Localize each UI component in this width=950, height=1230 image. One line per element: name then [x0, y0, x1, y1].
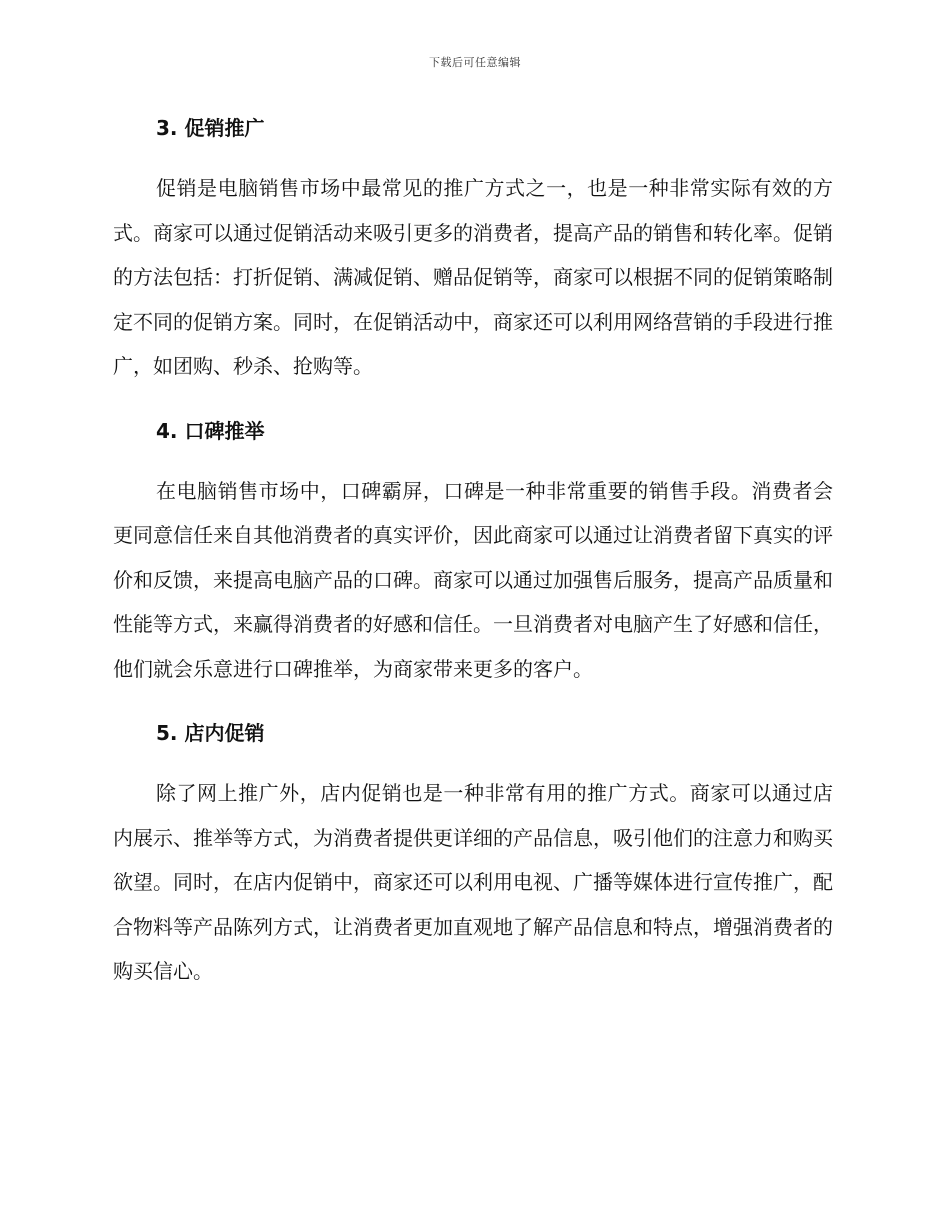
document-body: [113, 110, 833, 994]
section-promotion: [113, 110, 833, 389]
section-heading: 3. 促销推广: [156, 116, 265, 140]
section-heading: 5. 店内促销: [156, 721, 265, 745]
section-paragraph: 除了网上推广外，店内促销也是一种非常有用的推广方式。商家可以通过店内展示、推举等方式，为消费者提供更详细的产品信息，吸引他们的注意力和购买欲望。同时，在店内促销中，商家还可以利用电视、广播等媒体进行宣传推广，配合物料等产品陈列方式，让消费者更加直观地了解产品信息和特点，增强消费者的购买信心。: [113, 781, 833, 983]
page-header: 下载后可任意编辑: [429, 56, 521, 69]
section-in-store-promotion: [113, 715, 833, 994]
section-paragraph: 促销是电脑销售市场中最常见的推广方式之一，也是一种非常实际有效的方式。商家可以通过促销活动来吸引更多的消费者，提高产品的销售和转化率。促销的方法包括：打折促销、满减促销、赠品促销等，商家可以根据不同的促销策略制定不同的促销方案。同时，在促销活动中，商家还可以利用网络营销的手段进行推广，如团购、秒杀、抢购等。: [113, 176, 833, 378]
section-word-of-mouth: [113, 413, 833, 692]
section-heading: 4. 口碑推举: [156, 418, 265, 443]
section-paragraph: 在电脑销售市场中，口碑霸屏，口碑是一种非常重要的销售手段。消费者会更同意信任来自其他消费者的真实评价，因此商家可以通过让消费者留下真实的评价和反馈，来提高电脑产品的口碑。商家可以通过加强售后服务，提高产品质量和性能等方式，来赢得消费者的好感和信任。一旦消费者对电脑产生了好感和信任，他们就会乐意进行口碑推举，为商家带来更多的客户。: [113, 478, 833, 681]
